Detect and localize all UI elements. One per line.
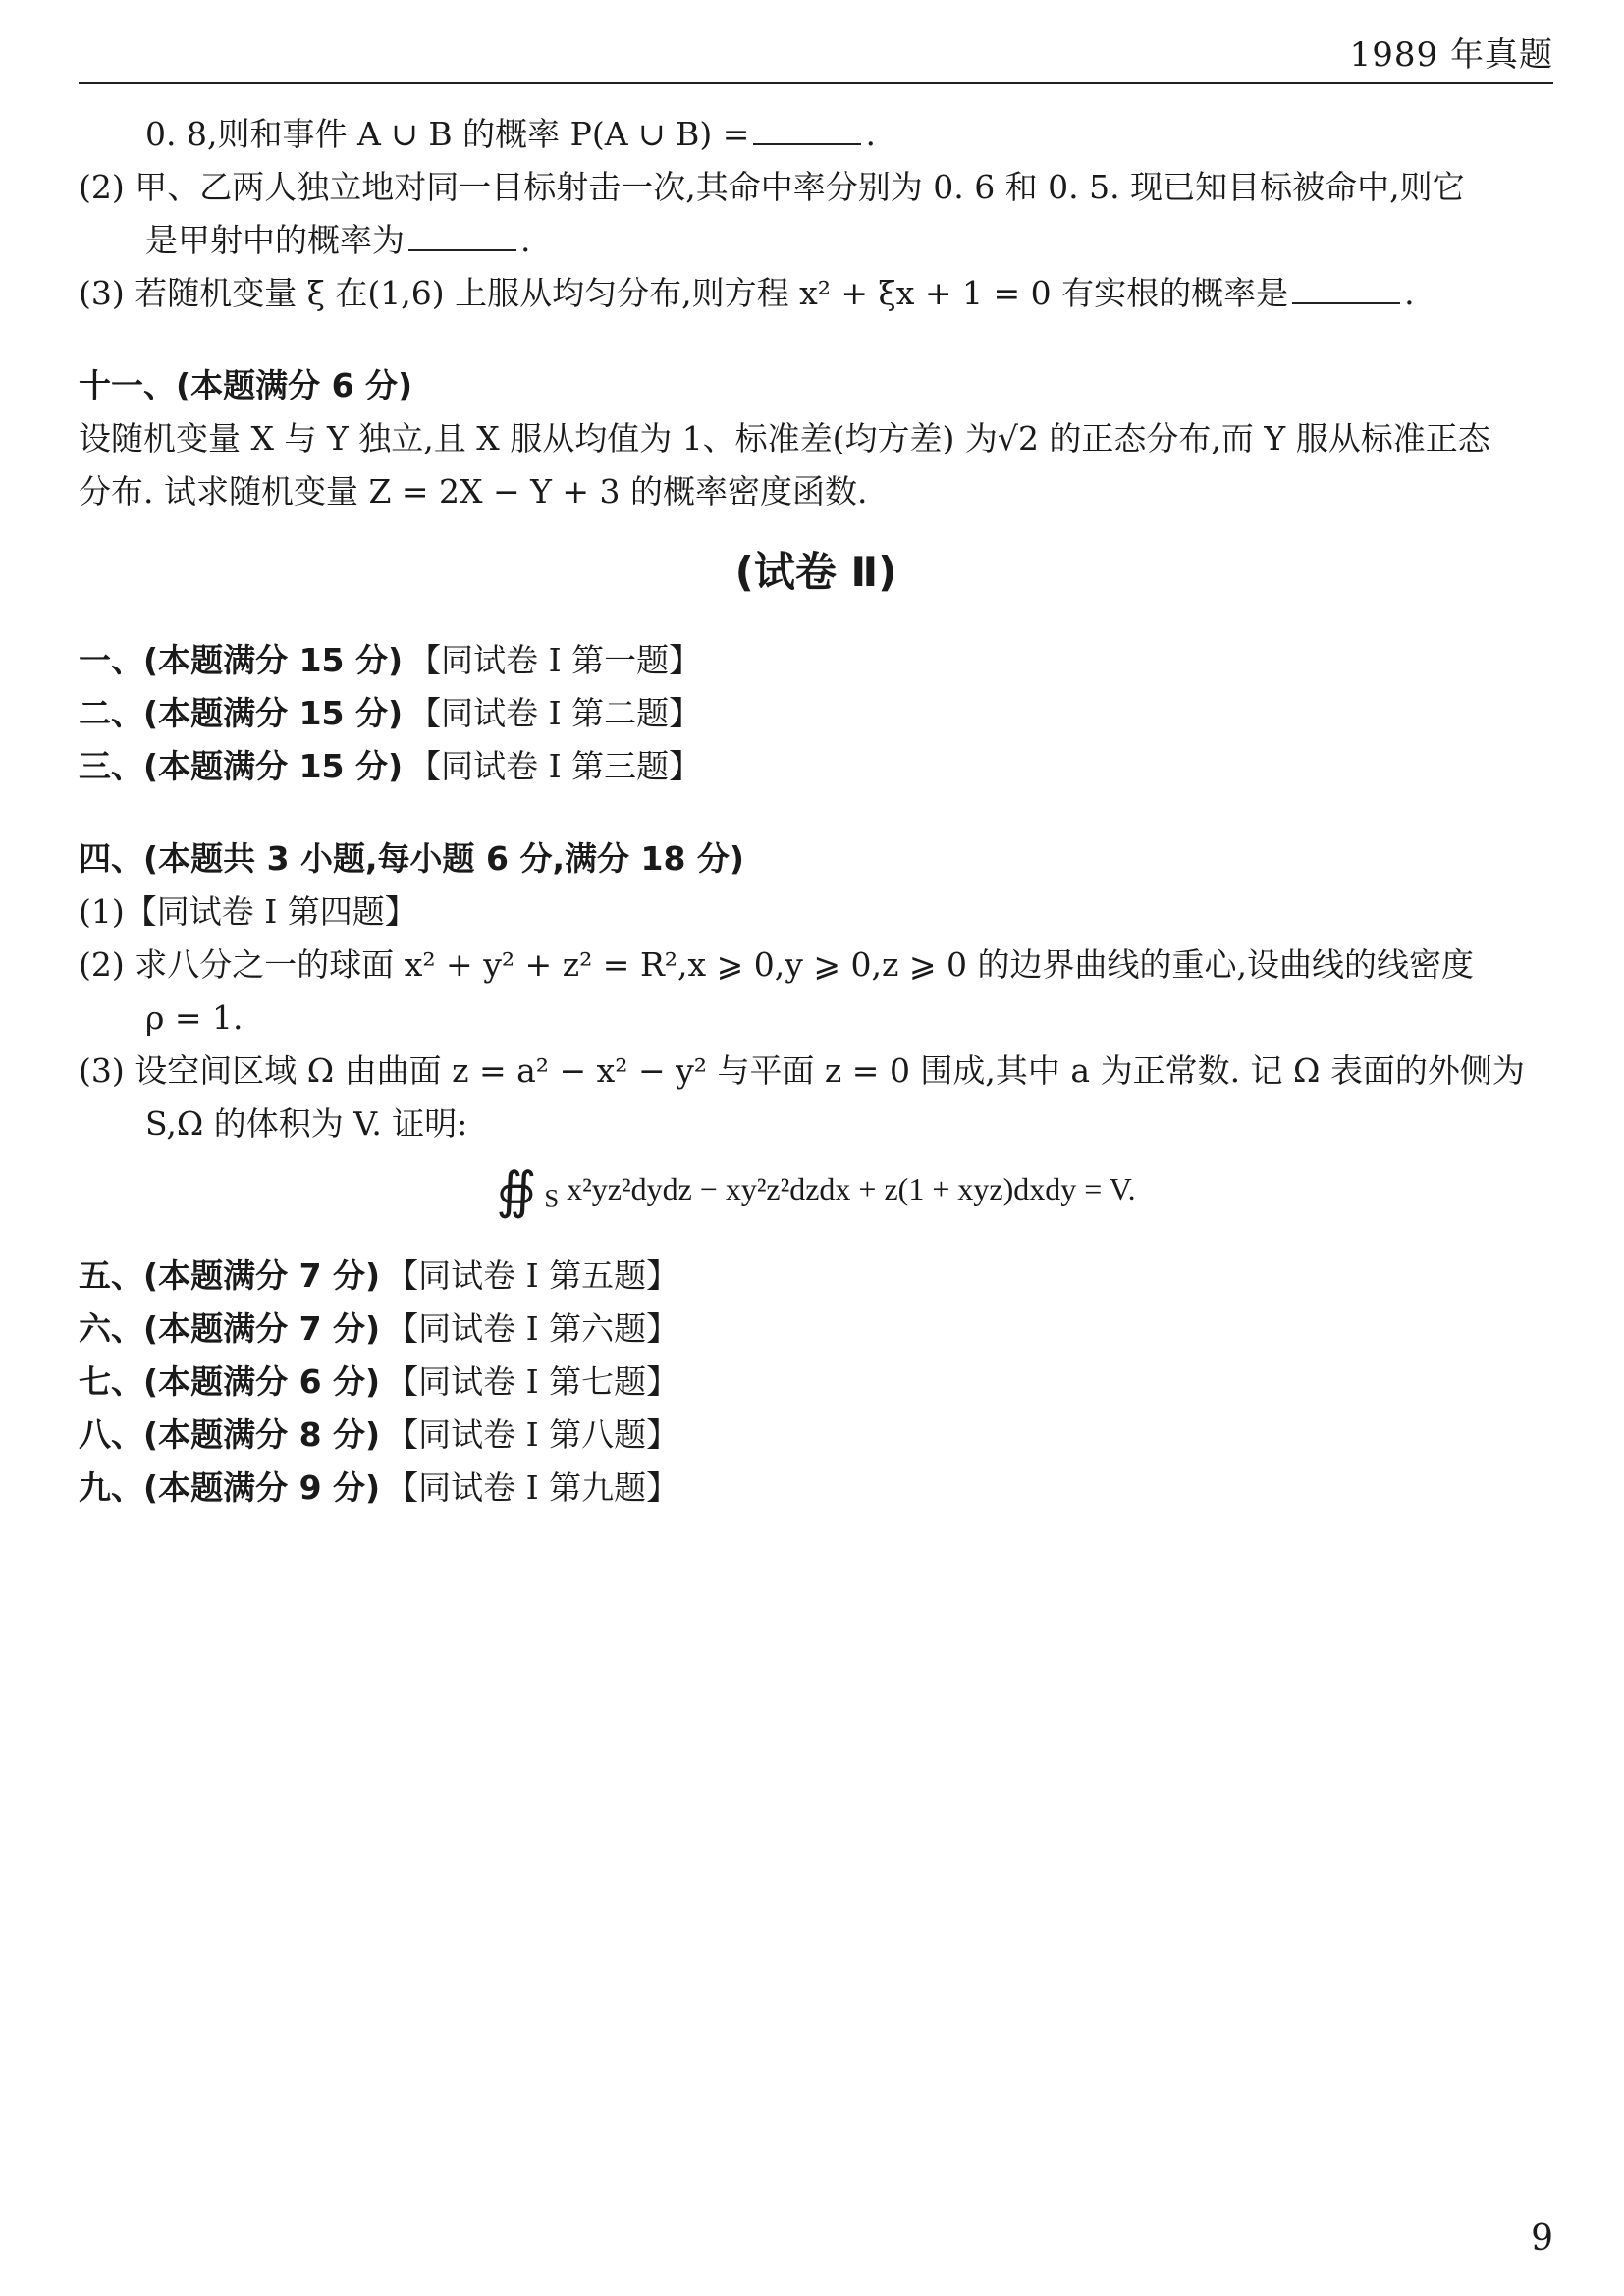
ref-heading: 二、(本题满分 15 分) [79,694,404,732]
spacer [79,793,1553,832]
ref-item [79,1250,1553,1303]
ref-text: 【同试卷 Ⅰ 第三题】 [408,747,702,785]
ref-item [79,740,1553,793]
text-line: . [1404,274,1415,312]
problem-10-2-cont [79,214,1553,267]
ref-heading: 八、(本题满分 8 分) [79,1415,381,1455]
section-11-line-2: 分布. 试求随机变量 Z = 2X − Y + 3 的概率密度函数. [79,472,868,510]
problem-10-3 [79,267,1553,320]
ref-text: 【同试卷 Ⅰ 第二题】 [408,694,702,732]
ref-heading: 九、(本题满分 9 分) [79,1468,381,1508]
ref-heading: 一、(本题满分 15 分) [79,641,404,679]
answer-blank [1292,301,1400,304]
ref-text: 【同试卷 Ⅰ 第七题】 [386,1362,679,1402]
answer-blank [753,142,861,145]
ref-heading: 三、(本题满分 15 分) [79,747,404,785]
text-line: . [520,221,531,259]
section-4-part-1: (1)【同试卷 Ⅰ 第四题】 [79,892,417,931]
ref-text: 【同试卷 Ⅰ 第五题】 [386,1256,679,1296]
text-line: . [865,115,876,153]
spacer [79,320,1553,359]
ref-heading: 六、(本题满分 7 分) [79,1309,381,1349]
ref-text: 【同试卷 Ⅰ 第九题】 [386,1468,679,1508]
ref-heading: 七、(本题满分 6 分) [79,1362,381,1402]
ref-item [79,1409,1553,1462]
ref-item [79,1303,1553,1356]
surface-integral-formula [79,1162,1553,1224]
problem-10-2: (2) 甲、乙两人独立地对同一目标射击一次,其命中率分别为 0. 6 和 0. 5. 现已知目标被命中,则它 [79,168,1465,206]
ref-text: 【同试卷 Ⅰ 第一题】 [408,641,702,679]
page-content [79,108,1553,1515]
problem-10-1-tail [79,108,1553,161]
section-4-part-2: (2) 求八分之一的球面 x² + y² + z² = R²,x ⩾ 0,y ⩾ 0,z ⩾ 0 的边界曲线的重心,设曲线的线密度 [79,945,1474,984]
ref-item [79,1462,1553,1515]
paper-2-title: (试卷 Ⅱ) [734,548,897,596]
ref-item [79,1356,1553,1409]
formula-body: x²yz²dydz − xy²z²dzdx + z(1 + xyz)dxdy = V. [567,1171,1136,1206]
section-4-part-2-cont: ρ = 1. [145,998,244,1037]
surface-integral-sign: ∯ [496,1163,537,1220]
answer-blank [408,248,516,251]
integral-subscript: S [544,1183,560,1213]
text-line: (3) 若随机变量 ξ 在(1,6) 上服从均匀分布,则方程 x² + ξx + 1 = 0 有实根的概率是 [79,274,1289,312]
text-line: 0. 8,则和事件 A ∪ B 的概率 P(A ∪ B) = [145,115,750,153]
section-4-part-3: (3) 设空间区域 Ω 由曲面 z = a² − x² − y² 与平面 z = 0 围成,其中 a 为正常数. 记 Ω 表面的外侧为 [79,1051,1525,1090]
section-11-line-1: 设随机变量 X 与 Y 独立,且 X 服从均值为 1、标准差(均方差) 为√2 的正态分布,而 Y 服从标准正态 [79,419,1490,457]
ref-item [79,687,1553,740]
ref-text: 【同试卷 Ⅰ 第八题】 [386,1415,679,1455]
ref-text: 【同试卷 Ⅰ 第六题】 [386,1309,679,1349]
page-number: 9 [1531,2218,1553,2259]
section-4-part-3-cont: S,Ω 的体积为 V. 证明: [145,1104,468,1143]
section-4-heading: 四、(本题共 3 小题,每小题 6 分,满分 18 分) [79,839,745,878]
page-header-title: 1989 年真题 [1349,35,1553,75]
ref-item [79,634,1553,687]
text-line: 是甲射中的概率为 [145,221,405,259]
header-rule [79,82,1553,84]
ref-heading: 五、(本题满分 7 分) [79,1256,381,1296]
section-11-heading: 十一、(本题满分 6 分) [79,366,413,404]
